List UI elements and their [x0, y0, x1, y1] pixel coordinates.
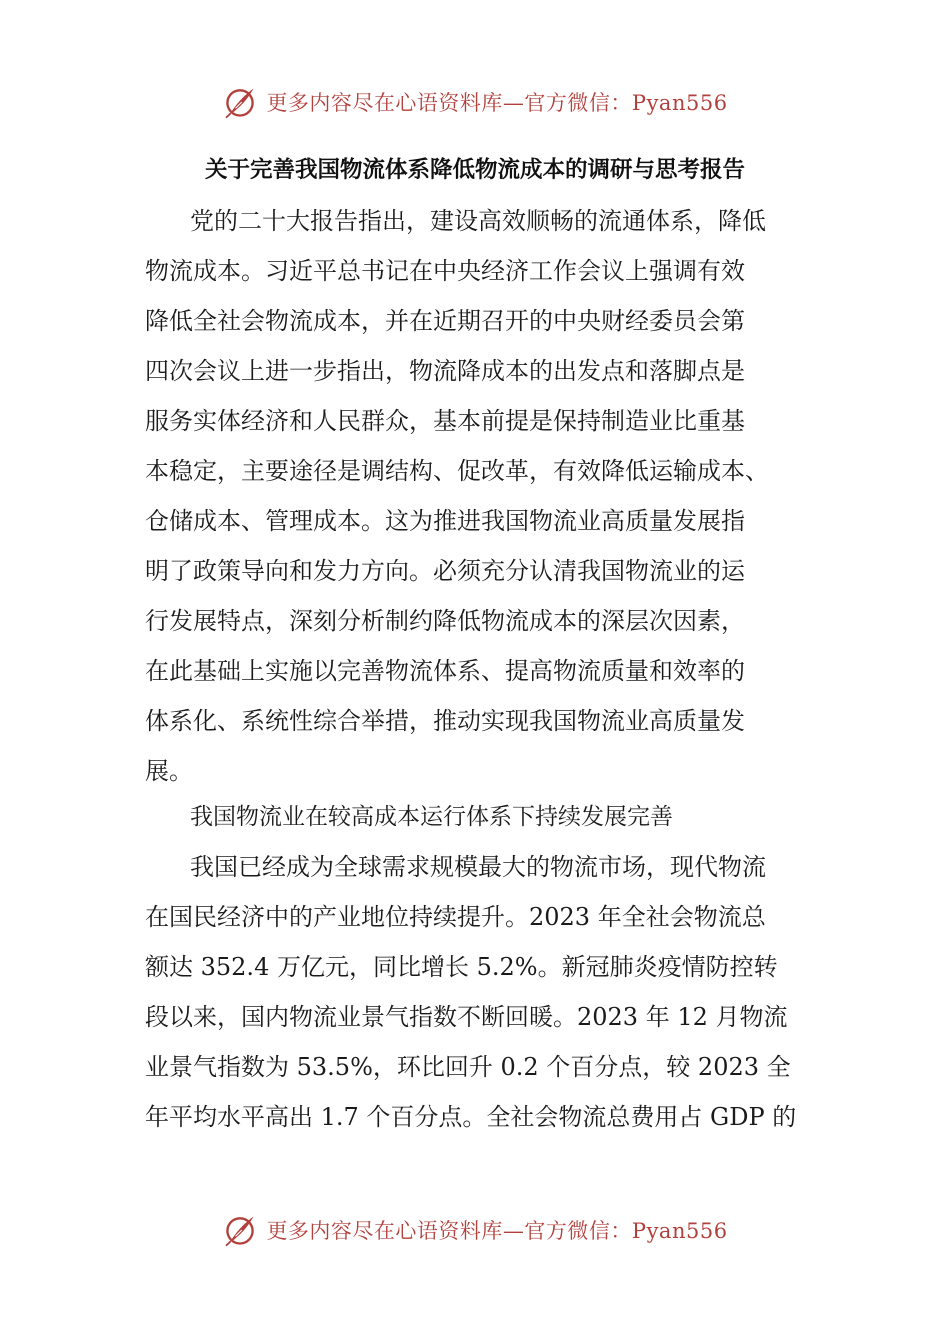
header-banner-text: 更多内容尽在心语资料库—官方微信：Pyan556 [266, 91, 728, 115]
paragraph-line: 段以来，国内物流业景气指数不断回暖。2023 年 12 月物流 [145, 1003, 788, 1031]
paragraph-line: 行发展特点，深刻分析制约降低物流成本的深层次因素， [145, 607, 745, 635]
paragraph-line: 体系化、系统性综合举措，推动实现我国物流业高质量发 [145, 707, 745, 735]
paragraph-line: 党的二十大报告指出，建设高效顺畅的流通体系，降低 [190, 207, 766, 235]
paragraph-line: 物流成本。习近平总书记在中央经济工作会议上强调有效 [145, 257, 745, 285]
paragraph-line: 四次会议上进一步指出，物流降成本的出发点和落脚点是 [145, 357, 745, 385]
section-heading: 我国物流业在较高成本运行体系下持续发展完善 [190, 804, 673, 830]
header-banner [0, 82, 950, 122]
paragraph-line: 额达 352.4 万亿元，同比增长 5.2%。新冠肺炎疫情防控转 [145, 953, 778, 981]
paragraph-line: 服务实体经济和人民群众，基本前提是保持制造业比重基 [145, 407, 745, 435]
footer-banner [0, 1210, 950, 1250]
paragraph-line: 展。 [145, 757, 193, 785]
quill-pen-logo-icon [222, 84, 258, 120]
document-title: 关于完善我国物流体系降低物流成本的调研与思考报告 [204, 157, 745, 183]
paragraph-line: 年平均水平高出 1.7 个百分点。全社会物流总费用占 GDP 的 [145, 1103, 797, 1131]
paragraph-line: 在此基础上实施以完善物流体系、提高物流质量和效率的 [145, 657, 745, 685]
paragraph-line: 业景气指数为 53.5%，环比回升 0.2 个百分点，较 2023 全 [145, 1053, 791, 1081]
paragraph-line: 在国民经济中的产业地位持续提升。2023 年全社会物流总 [145, 903, 766, 931]
paragraph-line: 本稳定，主要途径是调结构、促改革，有效降低运输成本、 [145, 457, 769, 485]
paragraph-line: 我国已经成为全球需求规模最大的物流市场，现代物流 [190, 853, 766, 881]
paragraph-line: 仓储成本、管理成本。这为推进我国物流业高质量发展指 [145, 507, 745, 535]
paragraph-line: 降低全社会物流成本，并在近期召开的中央财经委员会第 [145, 307, 745, 335]
paragraph-line: 明了政策导向和发力方向。必须充分认清我国物流业的运 [145, 557, 745, 585]
footer-banner-text: 更多内容尽在心语资料库—官方微信：Pyan556 [266, 1219, 728, 1243]
quill-pen-logo-icon [222, 1212, 258, 1248]
